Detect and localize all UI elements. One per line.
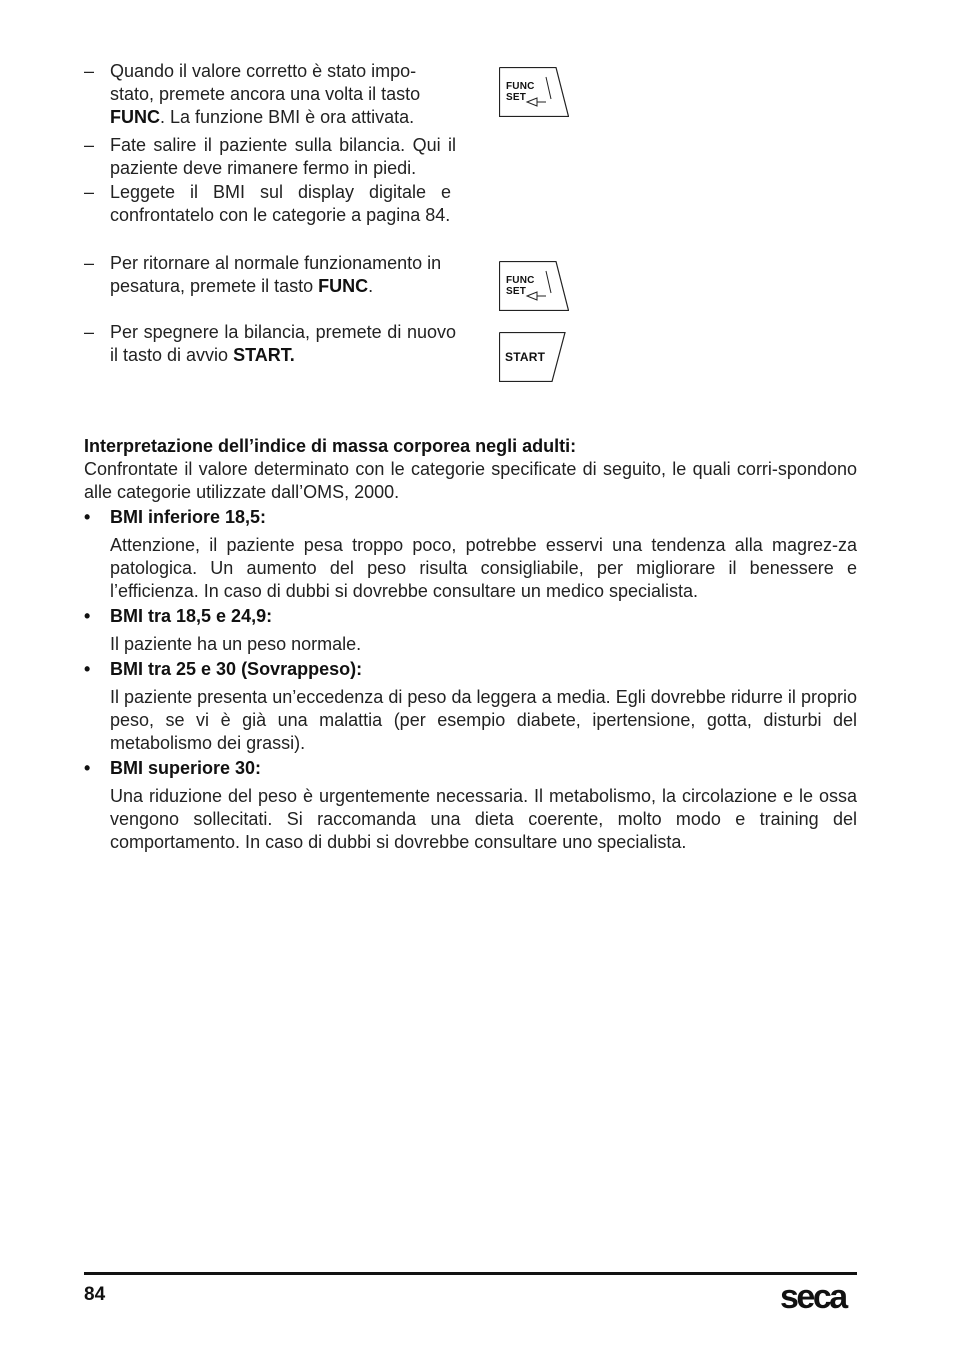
func-key-label: FUNC: [506, 81, 535, 92]
category-normal-title: • BMI tra 18,5 e 24,9:: [84, 606, 273, 626]
bullet-marker: •: [84, 758, 91, 778]
bullet-marker: •: [84, 606, 91, 626]
set-key-label: SET: [506, 286, 527, 297]
start-key-mention: START.: [233, 345, 295, 365]
dash-marker: –: [84, 182, 95, 202]
bullet-marker: •: [84, 659, 91, 679]
instruction-step-4: – Per ritornare al normale funzionamento in pesatura, premete il tasto FUNC.: [84, 253, 442, 296]
category-underweight-text: Attenzione, il paziente pesa troppo poco, potrebbe esservi una tendenza alla magrez-za patologica. Un aumento del peso risulta consigliabile, per migliorare il benessere e l’efficienza. In caso di dubbi si dovrebbe consultare un medico specialista.: [110, 535, 857, 601]
step-1-line-2: stato, premete ancora una volta il tasto: [110, 84, 421, 104]
step-2-text: Fate salire il paziente sulla bilancia. Qui il paziente deve rimanere fermo in piedi.: [110, 135, 456, 178]
dash-marker: –: [84, 322, 95, 342]
instruction-step-5: [84, 321, 456, 367]
footer-divider: [84, 1272, 857, 1275]
seca-logo: [780, 1276, 858, 1312]
page-number: 84: [84, 1284, 106, 1305]
category-normal-text: Il paziente ha un peso normale.: [110, 634, 362, 654]
instruction-step-1: [84, 60, 456, 129]
dash-marker: –: [84, 253, 95, 273]
step-1-line-1: Quando il valore corretto è stato impo-: [110, 61, 417, 81]
section-heading: Interpretazione dell’indice di massa corporea negli adulti:: [84, 436, 577, 456]
section-intro: Confrontate il valore determinato con le categorie specificate di seguito, le quali corri-spondono alle categorie utilizzate dall’OMS, 2000.: [84, 459, 857, 502]
category-overweight-title: • BMI tra 25 e 30 (Sovrappeso):: [84, 659, 363, 679]
instruction-step-3: [84, 181, 456, 227]
func-set-key-icon: [499, 261, 569, 311]
category-obese-text: Una riduzione del peso è urgentemente necessaria. Il metabolismo, la circolazione e le ossa vengono sollecitati. Si raccomanda una dieta coerente, molto modo e training del comportamento. In caso di dubbi si dovrebbe consultare uno specialista.: [110, 786, 857, 852]
bullet-marker: •: [84, 507, 91, 527]
func-key-mention: FUNC: [318, 276, 369, 296]
category-underweight-title: • BMI inferiore 18,5:: [84, 507, 267, 527]
start-key-icon: [499, 332, 569, 382]
start-key-label: START: [505, 350, 546, 364]
step-4-text: Per ritornare al normale funzionamento in pesatura, premete il tasto: [110, 253, 442, 296]
bmi-interpretation-section: [84, 435, 857, 854]
seca-logo-text: seca: [780, 1278, 846, 1312]
instruction-step-2: [84, 134, 456, 180]
step-1-line-3: . La funzione BMI è ora attivata.: [160, 107, 415, 127]
func-set-key-icon: [499, 67, 569, 117]
func-key-label: FUNC: [506, 275, 535, 286]
func-key-mention: FUNC: [110, 107, 160, 127]
dash-marker: –: [84, 61, 95, 81]
set-key-label: SET: [506, 92, 527, 103]
category-overweight-text: Il paziente presenta un’eccedenza di peso da leggera a media. Egli dovrebbe ridurre il proprio peso, se vi è già una malattia (per esempio diabete, ipertensione, gotta, disturbi del metabolismo dei grassi).: [110, 687, 857, 753]
dash-marker: –: [84, 135, 95, 155]
step-3-text: Leggete il BMI sul display digitale e confrontatelo con le categorie a pagina 84.: [110, 182, 451, 225]
step-5-text: Per spegnere la bilancia, premete di nuovo il tasto di avvio: [110, 322, 456, 365]
category-obese-title: • BMI superiore 30:: [84, 758, 262, 778]
